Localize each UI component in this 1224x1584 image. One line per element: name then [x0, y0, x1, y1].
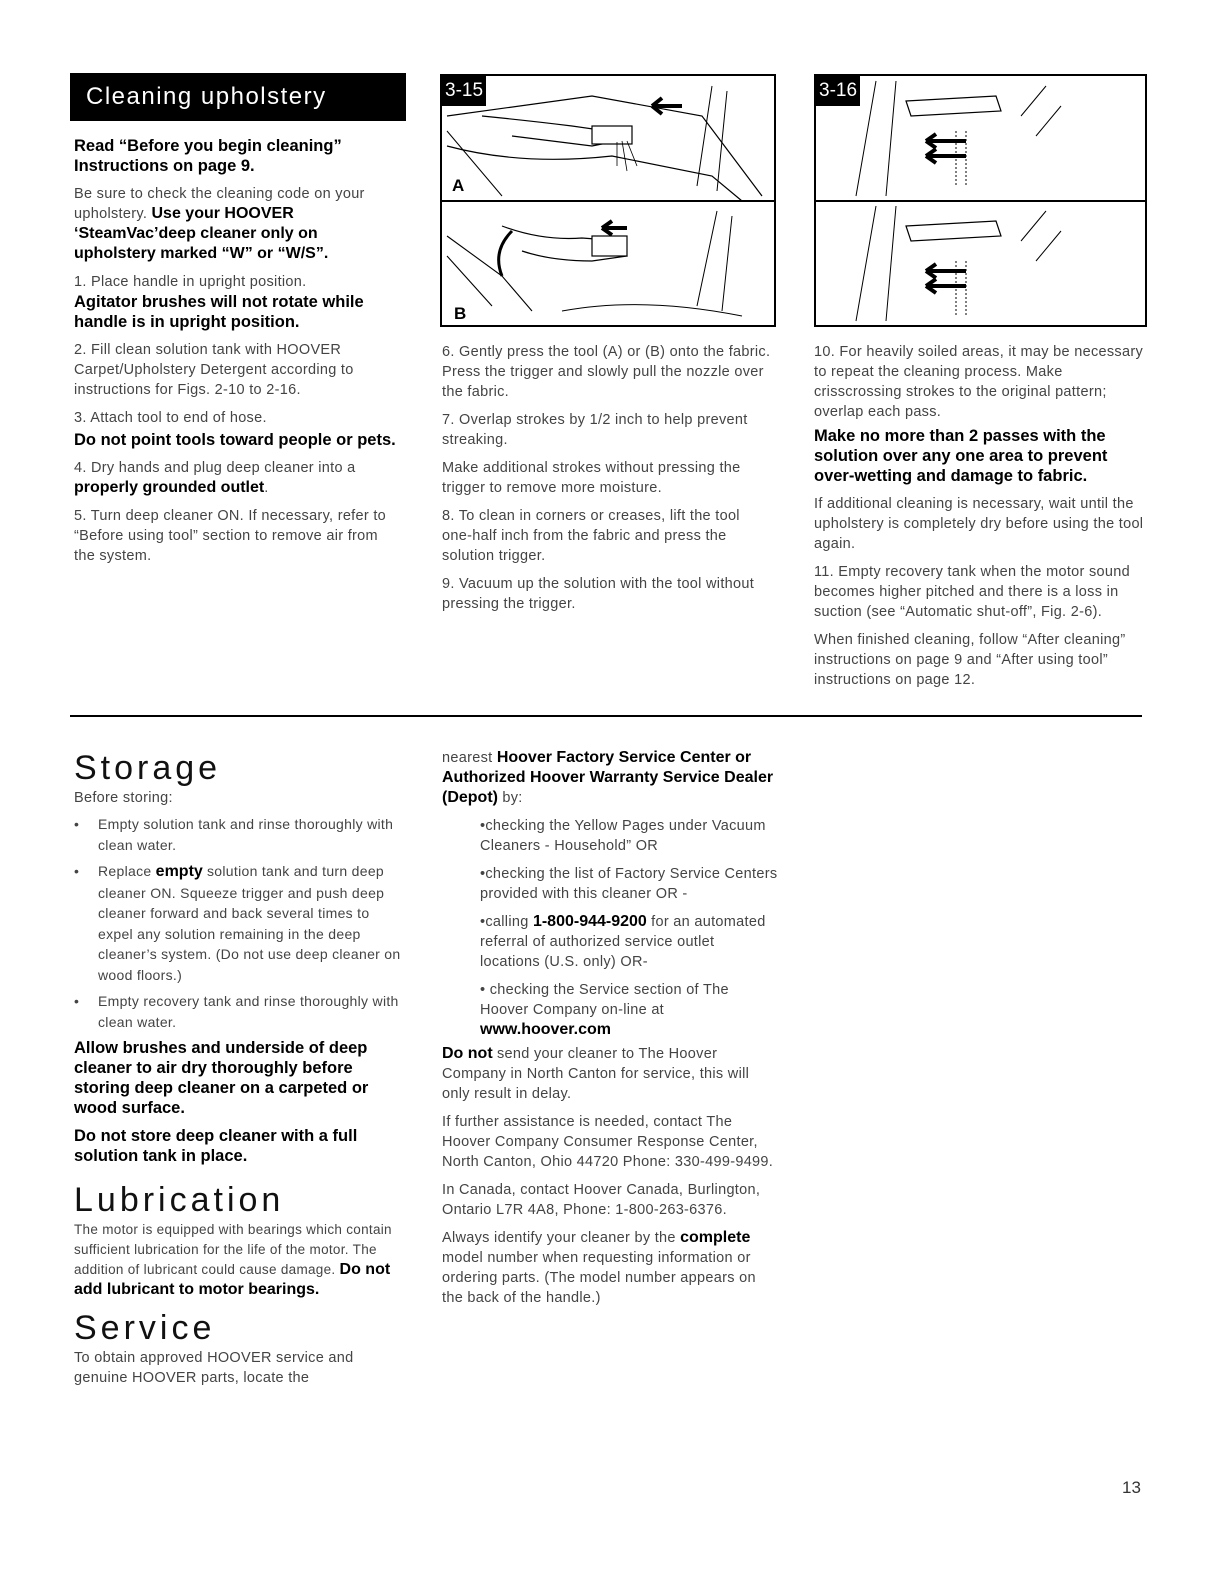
storage-bullet-3-text: Empty recovery tank and rinse thoroughly with clean water. [98, 993, 399, 1030]
step-9: 9. Vacuum up the solution with the tool without pressing the trigger. [442, 576, 755, 612]
step-3-warning: Do not point tools toward people or pets. [74, 431, 396, 449]
figure-3-15-label: 3-15 [442, 76, 486, 106]
further-assistance: If further assistance is needed, contact The Hoover Company Consumer Response Center, North Canton, Ohio 44720 Phone: 330-499-9499. [442, 1114, 774, 1170]
service-cont-post: by: [502, 790, 523, 806]
step-10: 10. For heavily soiled areas, it may be necessary to repeat the cleaning process. Make crisscrossing strokes to the original pattern; overlap each pass. [814, 344, 1144, 420]
step-4-end: . [264, 480, 269, 496]
lubrication-paragraph [74, 1220, 404, 1300]
storage-heading: Storage [74, 749, 222, 787]
figure-3-15-label-a: A [452, 176, 465, 195]
service-options [442, 816, 778, 1040]
storage-bullet-2: • Replace empty solution tank and turn deep cleaner ON. Squeeze trigger and push deep cleaner forward and back several times to expel any solution remaining in the deep cleaner’s system. (Do not use deep cleaner on wood floors.) [74, 863, 401, 983]
service-cont-pre: nearest [442, 750, 493, 766]
storage-bullet-2-pre: Replace [98, 863, 152, 879]
cleaning-code-text: Be sure to check the cleaning code on your upholstery. [74, 186, 365, 222]
step-7: 7. Overlap strokes by 1/2 inch to help prevent streaking. [442, 412, 748, 448]
upholstery-column [74, 136, 400, 574]
identify-bold: complete [680, 1229, 751, 1246]
service-option-list: •checking the list of Factory Service Centers provided with this cleaner OR - [480, 866, 778, 902]
service-option-yellow-pages: •checking the Yellow Pages under Vacuum Cleaners - Household” OR [480, 818, 766, 854]
section-divider [70, 715, 1142, 717]
figure-3-16-label: 3-16 [816, 76, 860, 106]
figure-3-15 [440, 74, 776, 327]
identify-pre: Always identify your cleaner by the [442, 1230, 676, 1246]
hoover-website-link[interactable]: www.hoover.com [480, 1021, 611, 1038]
passes-warning: Make no more than 2 passes with the solution over any one area to prevent over-wetting and damage to fabric. [814, 427, 1108, 485]
storage-bold-1: Allow brushes and underside of deep cleaner to air dry thoroughly before storing deep cleaner on a carpeted or wood surface. [74, 1039, 369, 1117]
service-online-text: • checking the Service section of The Hoover Company on-line at [480, 982, 729, 1018]
step-5: 5. Turn deep cleaner ON. If necessary, refer to “Before using tool” section to remove air from the system. [74, 508, 387, 564]
step-4-text: 4. Dry hands and plug deep cleaner into a [74, 460, 356, 476]
service-column [442, 748, 778, 1316]
step-11: 11. Empty recovery tank when the motor sound becomes higher pitched and there is a loss in suction (see “Automatic shut-off”, Fig. 2-6). [814, 564, 1130, 620]
step-7-note: Make additional strokes without pressing the trigger to remove more moisture. [442, 460, 741, 496]
step-8: 8. To clean in corners or creases, lift the tool one-half inch from the fabric and press the solution trigger. [442, 508, 740, 564]
storage-bold-2: Do not store deep cleaner with a full solution tank in place. [74, 1127, 358, 1165]
figure-3-15-label-b: B [454, 304, 467, 323]
lubrication-heading: Lubrication [74, 1181, 285, 1219]
do-not-send [442, 1044, 778, 1104]
figure-3-15-illustration [442, 76, 774, 325]
read-before-note: Read “Before you begin cleaning” Instructions on page 9. [74, 137, 342, 175]
lubrication-text: The motor is equipped with bearings which contain sufficient lubrication for the life of the motor. The addition of lubricant could cause damage. [74, 1222, 392, 1277]
step-2: 2. Fill clean solution tank with HOOVER Carpet/Upholstery Detergent according to instructions for Figs. 2-10 to 2-16. [74, 342, 354, 398]
before-storing: Before storing: [74, 790, 173, 806]
service-call-pre: •calling [480, 914, 529, 930]
middle-steps-column [442, 342, 774, 622]
storage-list [74, 814, 404, 1032]
storage-bullet-3: • Empty recovery tank and rinse thoroughly with clean water. [74, 993, 399, 1030]
service-call-post: for an automated referral of authorized service outlet locations (U.S. only) OR- [480, 914, 766, 970]
step-3: 3. Attach tool to end of hose. [74, 410, 267, 426]
identify-post: model number when requesting information or ordering parts. (The model number appears on the back of the handle.) [442, 1250, 756, 1306]
cleaning-code-paragraph [74, 184, 400, 264]
do-not-text: send your cleaner to The Hoover Company in North Canton for service, this will only result in delay. [442, 1046, 750, 1102]
step-6: 6. Gently press the tool (A) or (B) onto the fabric. Press the trigger and slowly pull the nozzle over the fabric. [442, 344, 771, 400]
service-option-call [480, 912, 778, 972]
storage-bullet-2-post: solution tank and turn deep cleaner ON. Squeeze trigger and push deep cleaner forward and back several times to expel any solution remaining in the deep cleaner’s system. (Do not use deep cleaner on wood floors.) [98, 863, 401, 983]
service-intro: To obtain approved HOOVER service and genuine HOOVER parts, locate the [74, 1350, 354, 1386]
service-heading: Service [74, 1309, 216, 1347]
storage-bullet-2-bold: empty [155, 863, 203, 880]
step-1-warning: Agitator brushes will not rotate while handle is in upright position. [74, 293, 364, 331]
service-option-online [480, 980, 778, 1040]
canada-contact: In Canada, contact Hoover Canada, Burlington, Ontario L7R 4A8, Phone: 1-800-263-6376. [442, 1182, 761, 1218]
do-not-bold: Do not [442, 1045, 493, 1062]
lubrication-bold: Do not add lubricant to motor bearings. [74, 1261, 391, 1298]
cleaning-code-bold: Use your HOOVER ‘SteamVac’deep cleaner only on upholstery marked “W” or “W/S”. [74, 205, 329, 262]
service-continued [442, 748, 778, 808]
section-banner: Cleaning upholstery [70, 73, 406, 121]
storage-column [74, 748, 404, 1396]
storage-bullet-1-text: Empty solution tank and rinse thoroughly with clean water. [98, 816, 394, 853]
additional-cleaning: If additional cleaning is necessary, wait until the upholstery is completely dry before using the tool again. [814, 496, 1144, 552]
figure-3-16 [814, 74, 1147, 327]
service-cont-bold: Hoover Factory Service Center or Authorized Hoover Warranty Service Dealer (Depot) [442, 749, 774, 806]
storage-bullet-1: • Empty solution tank and rinse thoroughly with clean water. [74, 816, 394, 853]
step-4-bold: properly grounded outlet [74, 479, 265, 496]
right-steps-column [814, 342, 1144, 698]
identify-cleaner [442, 1228, 778, 1308]
step-1: 1. Place handle in upright position. [74, 274, 307, 290]
page-number: 13 [1122, 1478, 1141, 1497]
when-finished: When finished cleaning, follow “After cleaning” instructions on page 9 and “After using tool” instructions on page 12. [814, 632, 1126, 688]
figure-3-16-illustration [816, 76, 1145, 325]
phone-number[interactable]: 1-800-944-9200 [532, 913, 647, 930]
step-4 [74, 458, 400, 498]
